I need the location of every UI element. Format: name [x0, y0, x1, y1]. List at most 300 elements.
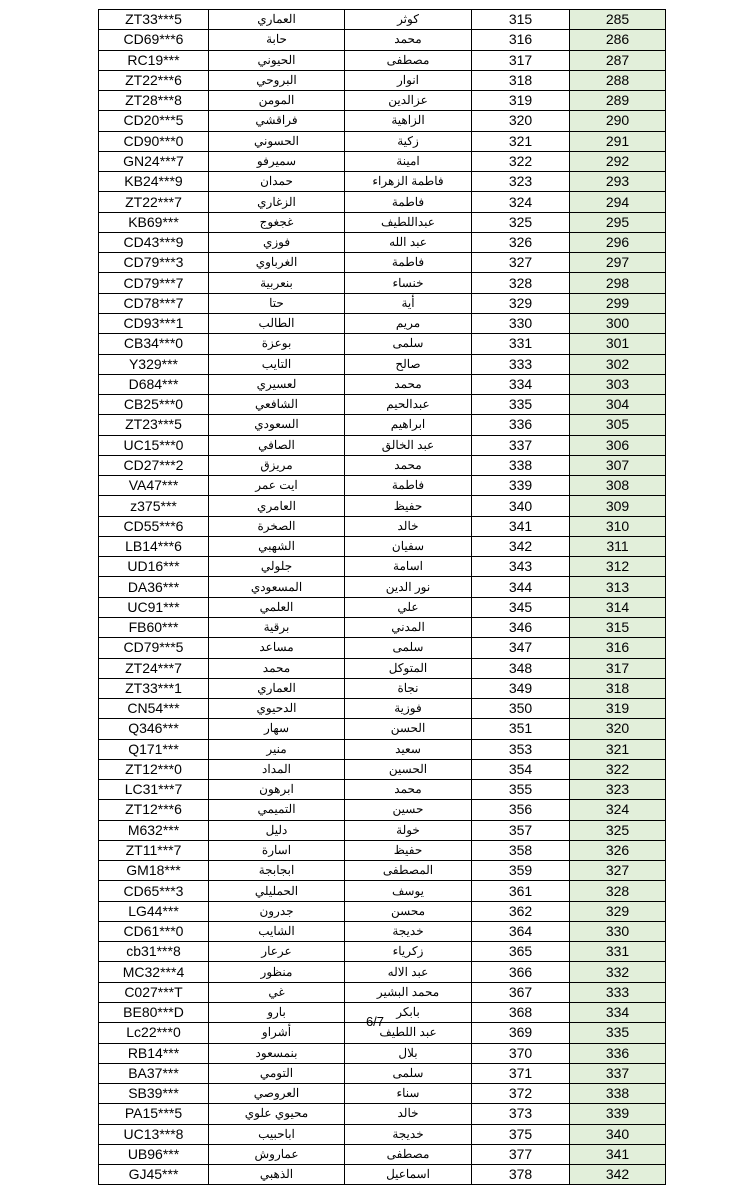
rank-cell: 321 [570, 739, 666, 759]
rank-cell: 293 [570, 172, 666, 192]
table-row [99, 91, 666, 111]
application-number-cell: 349 [472, 678, 570, 698]
first-name-cell: محمد [345, 455, 472, 475]
table-row [99, 597, 666, 617]
table-row [99, 30, 666, 50]
first-name-cell: بابكر [345, 1003, 472, 1023]
table-row [99, 70, 666, 90]
table-row [99, 739, 666, 759]
last-name-cell: التميمي [209, 800, 345, 820]
first-name-cell: حفيظ [345, 496, 472, 516]
first-name-cell: يوسف [345, 881, 472, 901]
table-row [99, 50, 666, 70]
last-name-cell: العامري [209, 496, 345, 516]
last-name-cell: غي [209, 982, 345, 1002]
last-name-cell: الشايب [209, 921, 345, 941]
application-number-cell: 351 [472, 719, 570, 739]
last-name-cell: ايت عمر [209, 476, 345, 496]
first-name-cell: بلال [345, 1043, 472, 1063]
candidate-code-cell: GN24***7 [99, 151, 209, 171]
candidate-code-cell: ZT22***7 [99, 192, 209, 212]
application-number-cell: 341 [472, 516, 570, 536]
candidate-code-cell: BA37*** [99, 1063, 209, 1083]
candidate-code-cell: CD79***5 [99, 638, 209, 658]
candidate-code-cell: CD43***9 [99, 232, 209, 252]
table-row [99, 111, 666, 131]
candidate-code-cell: z375*** [99, 496, 209, 516]
results-table [98, 9, 666, 1185]
last-name-cell: الشهبي [209, 536, 345, 556]
candidate-code-cell: CD55***6 [99, 516, 209, 536]
rank-cell: 288 [570, 70, 666, 90]
table-row [99, 1165, 666, 1185]
rank-cell: 336 [570, 1043, 666, 1063]
table-row [99, 536, 666, 556]
table-row [99, 1144, 666, 1164]
table-row [99, 516, 666, 536]
first-name-cell: سعيد [345, 739, 472, 759]
table-row [99, 921, 666, 941]
candidate-code-cell: KB24***9 [99, 172, 209, 192]
table-row [99, 678, 666, 698]
application-number-cell: 378 [472, 1165, 570, 1185]
application-number-cell: 340 [472, 496, 570, 516]
candidate-code-cell: UD16*** [99, 557, 209, 577]
candidate-code-cell: ZT33***1 [99, 678, 209, 698]
application-number-cell: 328 [472, 273, 570, 293]
first-name-cell: فاطمة الزهراء [345, 172, 472, 192]
first-name-cell: عبد الله [345, 232, 472, 252]
table-row [99, 253, 666, 273]
application-number-cell: 370 [472, 1043, 570, 1063]
application-number-cell: 346 [472, 617, 570, 637]
table-row [99, 658, 666, 678]
rank-cell: 296 [570, 232, 666, 252]
first-name-cell: انوار [345, 70, 472, 90]
application-number-cell: 342 [472, 536, 570, 556]
table-row [99, 638, 666, 658]
rank-cell: 337 [570, 1063, 666, 1083]
rank-cell: 290 [570, 111, 666, 131]
table-row [99, 557, 666, 577]
last-name-cell: جلولي [209, 557, 345, 577]
last-name-cell: محيوي علوي [209, 1104, 345, 1124]
candidate-code-cell: M632*** [99, 820, 209, 840]
first-name-cell: الزاهية [345, 111, 472, 131]
candidate-code-cell: D684*** [99, 374, 209, 394]
first-name-cell: محمد [345, 780, 472, 800]
rank-cell: 311 [570, 536, 666, 556]
candidate-code-cell: Q171*** [99, 739, 209, 759]
rank-cell: 315 [570, 617, 666, 637]
first-name-cell: نور الدين [345, 577, 472, 597]
rank-cell: 301 [570, 334, 666, 354]
table-row [99, 617, 666, 637]
table-row [99, 273, 666, 293]
application-number-cell: 329 [472, 293, 570, 313]
first-name-cell: فاطمة [345, 476, 472, 496]
table-row [99, 374, 666, 394]
last-name-cell: غجغوج [209, 212, 345, 232]
candidate-code-cell: CN54*** [99, 699, 209, 719]
last-name-cell: فوزي [209, 232, 345, 252]
last-name-cell: لعسيري [209, 374, 345, 394]
last-name-cell: الدحيوي [209, 699, 345, 719]
candidate-code-cell: FB60*** [99, 617, 209, 637]
first-name-cell: عبد الاله [345, 962, 472, 982]
last-name-cell: اباحبيب [209, 1124, 345, 1144]
table-row [99, 151, 666, 171]
application-number-cell: 334 [472, 374, 570, 394]
first-name-cell: خديجة [345, 921, 472, 941]
last-name-cell: الحيوني [209, 50, 345, 70]
candidate-code-cell: CD93***1 [99, 313, 209, 333]
table-row [99, 415, 666, 435]
candidate-code-cell: Q346*** [99, 719, 209, 739]
candidate-code-cell: ZT28***8 [99, 91, 209, 111]
table-row [99, 881, 666, 901]
rank-cell: 316 [570, 638, 666, 658]
last-name-cell: الغرباوي [209, 253, 345, 273]
first-name-cell: صالح [345, 354, 472, 374]
candidate-code-cell: CD79***7 [99, 273, 209, 293]
last-name-cell: المسعودي [209, 577, 345, 597]
application-number-cell: 356 [472, 800, 570, 820]
rank-cell: 309 [570, 496, 666, 516]
application-number-cell: 347 [472, 638, 570, 658]
application-number-cell: 353 [472, 739, 570, 759]
application-number-cell: 337 [472, 435, 570, 455]
candidate-code-cell: CD79***3 [99, 253, 209, 273]
table-row [99, 496, 666, 516]
table-row [99, 354, 666, 374]
last-name-cell: الصخرة [209, 516, 345, 536]
rank-cell: 331 [570, 942, 666, 962]
rank-cell: 287 [570, 50, 666, 70]
last-name-cell: العماري [209, 678, 345, 698]
application-number-cell: 331 [472, 334, 570, 354]
last-name-cell: سهار [209, 719, 345, 739]
candidate-code-cell: Lc22***0 [99, 1023, 209, 1043]
application-number-cell: 322 [472, 151, 570, 171]
first-name-cell: عبد اللطيف [345, 1023, 472, 1043]
table-row [99, 982, 666, 1002]
candidate-code-cell: CD90***0 [99, 131, 209, 151]
table-row [99, 476, 666, 496]
candidate-code-cell: ZT33***5 [99, 10, 209, 30]
rank-cell: 312 [570, 557, 666, 577]
candidate-code-cell: DA36*** [99, 577, 209, 597]
application-number-cell: 361 [472, 881, 570, 901]
rank-cell: 289 [570, 91, 666, 111]
candidate-code-cell: UC13***8 [99, 1124, 209, 1144]
last-name-cell: حمدان [209, 172, 345, 192]
results-table-body [99, 10, 666, 1185]
first-name-cell: حفيظ [345, 840, 472, 860]
rank-cell: 298 [570, 273, 666, 293]
last-name-cell: عرعار [209, 942, 345, 962]
rank-cell: 339 [570, 1104, 666, 1124]
table-row [99, 293, 666, 313]
last-name-cell: محمد [209, 658, 345, 678]
first-name-cell: مصطفى [345, 50, 472, 70]
application-number-cell: 319 [472, 91, 570, 111]
first-name-cell: ابراهيم [345, 415, 472, 435]
candidate-code-cell: CD65***3 [99, 881, 209, 901]
rank-cell: 318 [570, 678, 666, 698]
table-row [99, 901, 666, 921]
last-name-cell: عماروش [209, 1144, 345, 1164]
table-row [99, 435, 666, 455]
rank-cell: 292 [570, 151, 666, 171]
first-name-cell: سلمى [345, 334, 472, 354]
rank-cell: 342 [570, 1165, 666, 1185]
rank-cell: 317 [570, 658, 666, 678]
application-number-cell: 321 [472, 131, 570, 151]
candidate-code-cell: CD78***7 [99, 293, 209, 313]
candidate-code-cell: CD20***5 [99, 111, 209, 131]
candidate-code-cell: SB39*** [99, 1084, 209, 1104]
rank-cell: 320 [570, 719, 666, 739]
application-number-cell: 318 [472, 70, 570, 90]
rank-cell: 330 [570, 921, 666, 941]
rank-cell: 299 [570, 293, 666, 313]
candidate-code-cell: LG44*** [99, 901, 209, 921]
first-name-cell: سفيان [345, 536, 472, 556]
rank-cell: 308 [570, 476, 666, 496]
application-number-cell: 350 [472, 699, 570, 719]
rank-cell: 333 [570, 982, 666, 1002]
rank-cell: 305 [570, 415, 666, 435]
first-name-cell: خالد [345, 1104, 472, 1124]
last-name-cell: بوعزة [209, 334, 345, 354]
application-number-cell: 317 [472, 50, 570, 70]
table-row [99, 699, 666, 719]
application-number-cell: 344 [472, 577, 570, 597]
last-name-cell: الزغاري [209, 192, 345, 212]
table-row [99, 131, 666, 151]
candidate-code-cell: GJ45*** [99, 1165, 209, 1185]
rank-cell: 324 [570, 800, 666, 820]
candidate-code-cell: ZT22***6 [99, 70, 209, 90]
rank-cell: 341 [570, 1144, 666, 1164]
candidate-code-cell: PA15***5 [99, 1104, 209, 1124]
first-name-cell: علي [345, 597, 472, 617]
rank-cell: 328 [570, 881, 666, 901]
candidate-code-cell: ZT11***7 [99, 840, 209, 860]
application-number-cell: 345 [472, 597, 570, 617]
last-name-cell: برقية [209, 617, 345, 637]
last-name-cell: العروصي [209, 1084, 345, 1104]
candidate-code-cell: CD61***0 [99, 921, 209, 941]
rank-cell: 325 [570, 820, 666, 840]
candidate-code-cell: CD27***2 [99, 455, 209, 475]
candidate-code-cell: LB14***6 [99, 536, 209, 556]
first-name-cell: عزالدين [345, 91, 472, 111]
last-name-cell: مساعد [209, 638, 345, 658]
rank-cell: 323 [570, 780, 666, 800]
table-row [99, 455, 666, 475]
last-name-cell: فراقشي [209, 111, 345, 131]
last-name-cell: بنمسعود [209, 1043, 345, 1063]
application-number-cell: 368 [472, 1003, 570, 1023]
last-name-cell: مريزق [209, 455, 345, 475]
application-number-cell: 372 [472, 1084, 570, 1104]
application-number-cell: 365 [472, 942, 570, 962]
last-name-cell: سميرفو [209, 151, 345, 171]
table-row [99, 172, 666, 192]
candidate-code-cell: MC32***4 [99, 962, 209, 982]
table-row [99, 820, 666, 840]
application-number-cell: 323 [472, 172, 570, 192]
candidate-code-cell: ZT23***5 [99, 415, 209, 435]
last-name-cell: حابة [209, 30, 345, 50]
table-row [99, 192, 666, 212]
first-name-cell: محمد [345, 374, 472, 394]
first-name-cell: عبدالحيم [345, 395, 472, 415]
last-name-cell: حتا [209, 293, 345, 313]
table-row [99, 861, 666, 881]
table-row [99, 840, 666, 860]
rank-cell: 297 [570, 253, 666, 273]
first-name-cell: اسامة [345, 557, 472, 577]
application-number-cell: 343 [472, 557, 570, 577]
application-number-cell: 367 [472, 982, 570, 1002]
first-name-cell: سلمى [345, 1063, 472, 1083]
rank-cell: 307 [570, 455, 666, 475]
table-row [99, 577, 666, 597]
rank-cell: 294 [570, 192, 666, 212]
application-number-cell: 336 [472, 415, 570, 435]
application-number-cell: 377 [472, 1144, 570, 1164]
last-name-cell: أشراو [209, 1023, 345, 1043]
application-number-cell: 325 [472, 212, 570, 232]
last-name-cell: الذهبي [209, 1165, 345, 1185]
candidate-code-cell: UC15***0 [99, 435, 209, 455]
candidate-code-cell: C027***T [99, 982, 209, 1002]
rank-cell: 291 [570, 131, 666, 151]
table-row [99, 800, 666, 820]
rank-cell: 329 [570, 901, 666, 921]
application-number-cell: 326 [472, 232, 570, 252]
application-number-cell: 315 [472, 10, 570, 30]
table-row [99, 1063, 666, 1083]
last-name-cell: المومن [209, 91, 345, 111]
first-name-cell: محمد البشير [345, 982, 472, 1002]
application-number-cell: 369 [472, 1023, 570, 1043]
first-name-cell: زكرياء [345, 942, 472, 962]
rank-cell: 310 [570, 516, 666, 536]
candidate-code-cell: LC31***7 [99, 780, 209, 800]
application-number-cell: 359 [472, 861, 570, 881]
first-name-cell: محسن [345, 901, 472, 921]
first-name-cell: حسين [345, 800, 472, 820]
rank-cell: 314 [570, 597, 666, 617]
candidate-code-cell: ZT12***0 [99, 759, 209, 779]
first-name-cell: الحسن [345, 719, 472, 739]
table-row [99, 1104, 666, 1124]
table-row [99, 395, 666, 415]
first-name-cell: زكية [345, 131, 472, 151]
table-row [99, 232, 666, 252]
first-name-cell: خديجة [345, 1124, 472, 1144]
first-name-cell: خالد [345, 516, 472, 536]
last-name-cell: بنعربية [209, 273, 345, 293]
last-name-cell: العلمي [209, 597, 345, 617]
first-name-cell: سناء [345, 1084, 472, 1104]
first-name-cell: فوزية [345, 699, 472, 719]
last-name-cell: بارو [209, 1003, 345, 1023]
candidate-code-cell: VA47*** [99, 476, 209, 496]
first-name-cell: أية [345, 293, 472, 313]
first-name-cell: فاطمة [345, 253, 472, 273]
rank-cell: 335 [570, 1023, 666, 1043]
application-number-cell: 320 [472, 111, 570, 131]
last-name-cell: التومي [209, 1063, 345, 1083]
rank-cell: 338 [570, 1084, 666, 1104]
rank-cell: 304 [570, 395, 666, 415]
rank-cell: 322 [570, 759, 666, 779]
table-row [99, 719, 666, 739]
candidate-code-cell: RB14*** [99, 1043, 209, 1063]
rank-cell: 306 [570, 435, 666, 455]
rank-cell: 303 [570, 374, 666, 394]
application-number-cell: 362 [472, 901, 570, 921]
last-name-cell: البروحي [209, 70, 345, 90]
last-name-cell: الشافعي [209, 395, 345, 415]
rank-cell: 285 [570, 10, 666, 30]
first-name-cell: خنساء [345, 273, 472, 293]
rank-cell: 340 [570, 1124, 666, 1144]
page-number: 6/7 [365, 1014, 385, 1029]
application-number-cell: 348 [472, 658, 570, 678]
table-row [99, 962, 666, 982]
rank-cell: 295 [570, 212, 666, 232]
candidate-code-cell: Y329*** [99, 354, 209, 374]
first-name-cell: امينة [345, 151, 472, 171]
last-name-cell: التايب [209, 354, 345, 374]
application-number-cell: 373 [472, 1104, 570, 1124]
application-number-cell: 355 [472, 780, 570, 800]
application-number-cell: 324 [472, 192, 570, 212]
first-name-cell: الحسين [345, 759, 472, 779]
first-name-cell: المصطفى [345, 861, 472, 881]
candidate-code-cell: CD69***6 [99, 30, 209, 50]
rank-cell: 300 [570, 313, 666, 333]
table-row [99, 942, 666, 962]
rank-cell: 302 [570, 354, 666, 374]
candidate-code-cell: UB96*** [99, 1144, 209, 1164]
rank-cell: 286 [570, 30, 666, 50]
table-row [99, 1124, 666, 1144]
first-name-cell: عبد الخالق [345, 435, 472, 455]
last-name-cell: الصافي [209, 435, 345, 455]
last-name-cell: العماري [209, 10, 345, 30]
application-number-cell: 335 [472, 395, 570, 415]
last-name-cell: الحسوني [209, 131, 345, 151]
application-number-cell: 327 [472, 253, 570, 273]
last-name-cell: اسارة [209, 840, 345, 860]
first-name-cell: فاطمة [345, 192, 472, 212]
table-row [99, 313, 666, 333]
candidate-code-cell: ZT24***7 [99, 658, 209, 678]
rank-cell: 319 [570, 699, 666, 719]
last-name-cell: السعودي [209, 415, 345, 435]
application-number-cell: 358 [472, 840, 570, 860]
last-name-cell: ابجابجة [209, 861, 345, 881]
last-name-cell: ابرهون [209, 780, 345, 800]
table-row [99, 759, 666, 779]
